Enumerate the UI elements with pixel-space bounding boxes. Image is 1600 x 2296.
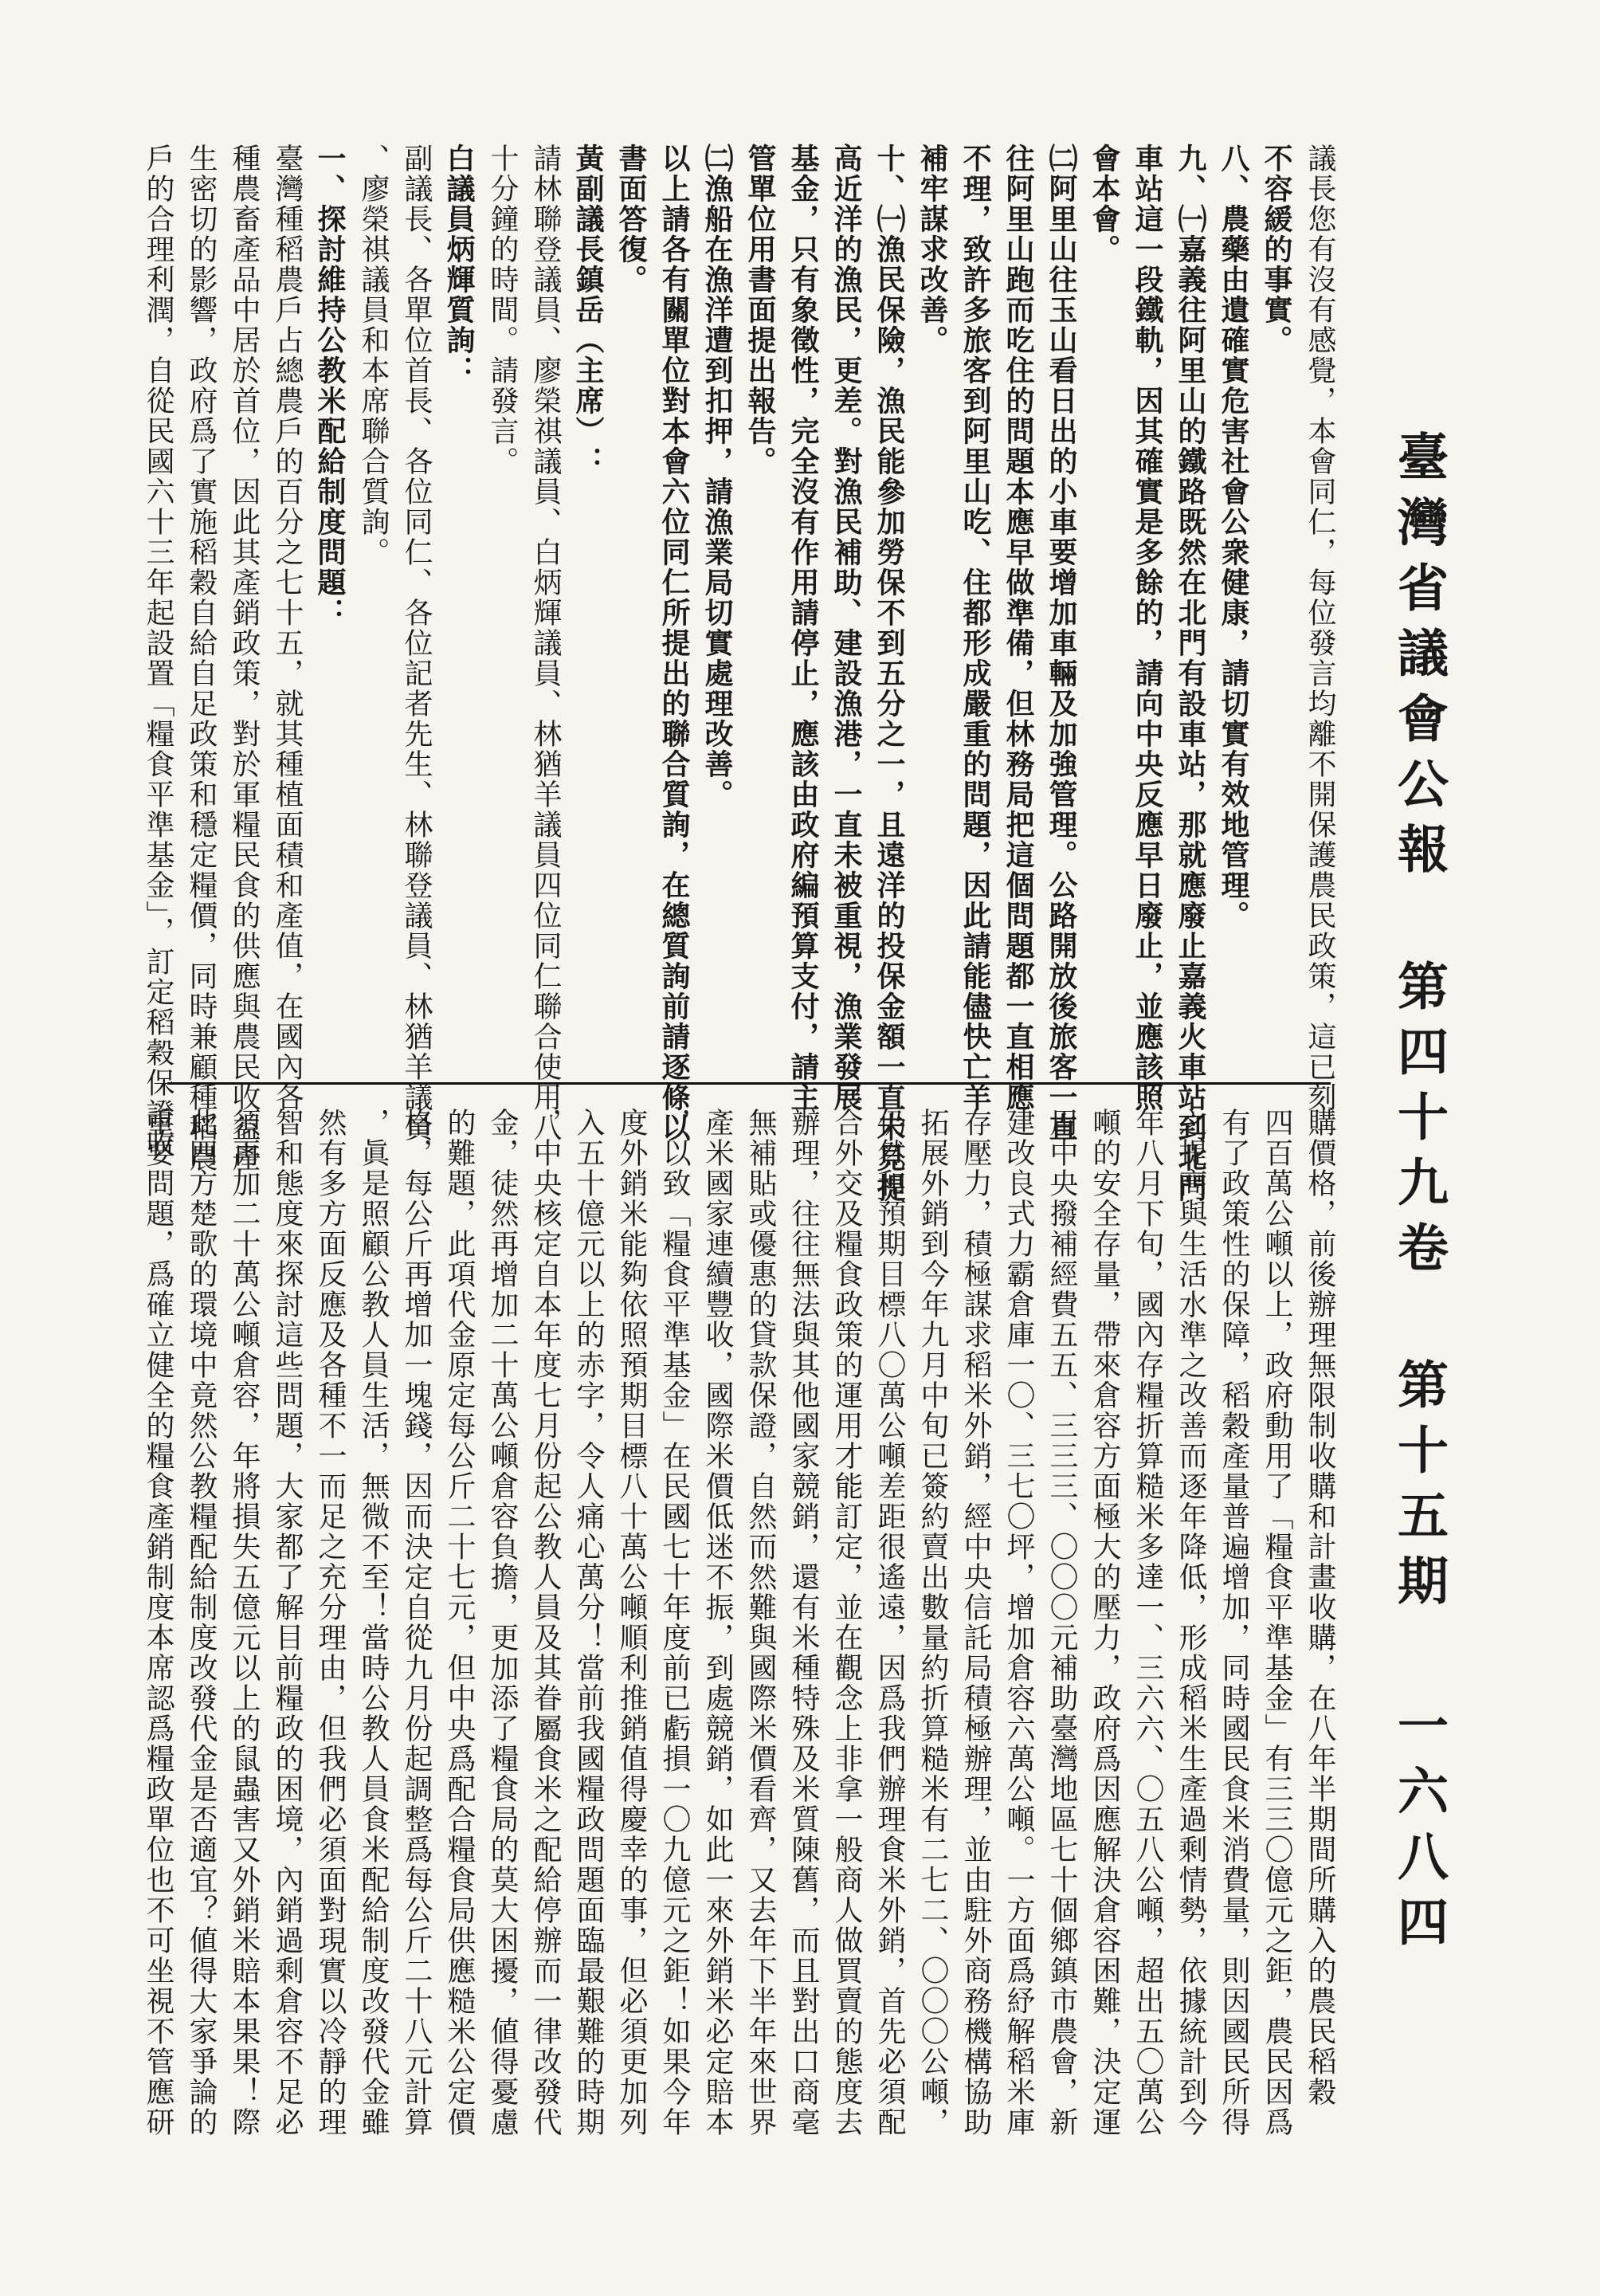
text-column: 九、㈠嘉義往阿里山的鐵路既然在北門有設車站，那就應廢止嘉義火車站到北門 xyxy=(1174,143,1207,1203)
text-column: 生密切的影響，政府爲了實施稻穀自給自足政策和穩定糧價，同時兼顧種稻農 xyxy=(185,143,218,1173)
text-column: ㈡漁船在漁洋遭到扣押，請漁業局切實處理改善。 xyxy=(700,143,734,810)
text-column: 往阿里山跑而吃住的問題本應早做準備，但林務局把這個問題都一直相應 xyxy=(1002,143,1035,1113)
speaker-heading: 黃副議長鎮岳（主席）： xyxy=(571,143,605,477)
text-column: 購價格，前後辦理無限制收購和計畫收購，在八年半期間所購入的農民稻穀 xyxy=(1304,1108,1336,2107)
issue-number: 第十五期 xyxy=(1389,1358,1449,1619)
text-column: ，中央核定自本年度七月份起公教人員及其眷屬食米之配給停辦而一律改發代 xyxy=(529,1108,562,2137)
text-column: 書面答復。 xyxy=(614,143,648,295)
text-column: 副議長、各單位首長、各位同仁、各位記者先生、林聯登議員、林猶羊議員 xyxy=(400,143,433,1143)
text-column: 基金，只有象徵性，完全沒有作用請停止，應該由政府編預算支付，請主 xyxy=(786,143,820,1113)
text-column: 仍然和預期目標八〇萬公噸差距很遙遠，因爲我們辦理食米外銷，首先必須配 xyxy=(873,1108,906,2137)
text-column: 會本會。 xyxy=(1088,143,1121,265)
text-column: 請林聯登議員、廖榮祺議員、白炳輝議員、林猶羊議員四位同仁聯合使用八 xyxy=(529,143,562,1143)
text-column: 度外銷米能夠依照預期目標八十萬公噸順利推銷值得慶幸的事，但必須更加列 xyxy=(615,1108,648,2137)
text-column: ㈡阿里山往玉山看日出的小車要增加車輛及加強管理。公路開放後旅客一直 xyxy=(1045,143,1078,1143)
publication-title: 臺灣省議會公報 xyxy=(1389,430,1449,888)
text-column: 八、農藥由遺確實危害社會公衆健康，請切實有效地管理。 xyxy=(1217,143,1250,931)
text-column: 十、㈠漁民保險，漁民能參加勞保不到五分之一，且遠洋的投保金額一直未見提 xyxy=(873,143,906,1203)
text-column: 戶的合理利潤，自從民國六十三年起設置「糧食平準基金」，訂定稻穀保證收 xyxy=(142,143,175,1159)
upper-text-section xyxy=(142,143,1339,1203)
text-column: 十分鐘的時間。請發言。 xyxy=(486,143,519,477)
text-column: 合外交及糧食政策的運用才能訂定，並在觀念上非拿一般商人做買賣的態度去 xyxy=(830,1108,863,2137)
text-column: 存壓力，積極謀求稻米外銷，經中央信託局積極辦理，並由駐外商務機構協助 xyxy=(959,1108,992,2137)
text-column: 入五十億元以上的赤字，令人痛心萬分！當前我國糧政問題面臨最艱難的時期 xyxy=(572,1108,605,2137)
text-column: 智和態度來探討這些問題，大家都了解目前糧政的困境，內銷過剩倉容不足必 xyxy=(271,1108,304,2137)
text-column: 拓展外銷到今年九月中旬已簽約賣出數量約折算糙米有二七二、〇〇〇公噸， xyxy=(916,1108,949,2137)
text-column: 種農畜產品中居於首位，因此其產銷政策，對於軍糧民食的供應與農民收益產 xyxy=(228,143,261,1173)
text-column: 用中央撥補經費五五、三三三、〇〇〇元補助臺灣地區七十個鄉鎮市農會，新 xyxy=(1045,1108,1078,2137)
volume-number: 第四十九卷 xyxy=(1389,960,1449,1286)
text-column: 的難題，此項代金原定每公斤二十七元，但中央爲配合糧食局供應糙米公定價 xyxy=(443,1108,476,2137)
text-column: 噸的安全存量，帶來倉容方面極大的壓力，政府爲因應解決倉容困難，決定運 xyxy=(1088,1108,1121,2137)
section-divider xyxy=(167,1082,1331,1085)
text-column: 、廖榮祺議員和本席聯合質詢。 xyxy=(357,143,390,567)
text-column: 管單位用書面提出報告。 xyxy=(743,143,777,477)
text-column: 須再加二十萬公噸倉容，年將損失五億元以上的鼠蟲害又外銷米賠本果果！際 xyxy=(228,1108,261,2137)
text-column: 金，徒然再增加二十萬公噸倉容負擔，更加添了糧食局的莫大困擾，値得憂慮 xyxy=(486,1108,519,2137)
page-number: 一六八四 xyxy=(1389,1699,1449,1960)
text-column: 議長您有沒有感覺，本會同仁，每位發言均離不開保護農民政策，這已刻 xyxy=(1304,143,1336,1113)
text-column: 重要問題，爲確立健全的糧食產銷制度本席認爲糧政單位也不可坐視不管應研 xyxy=(142,1108,175,2137)
text-column: 有了政策性的保障，稻穀產量普遍增加，同時國民食米消費量，則因國民所得 xyxy=(1218,1108,1250,2137)
text-column: 以上請各有關單位對本會六位同仁所提出的聯合質詢，在總質詢前請逐條以 xyxy=(657,143,691,1143)
lower-text-section xyxy=(142,1108,1339,2168)
text-column: 格，每公斤再增加一塊錢，因而決定自從九月份起調整爲每公斤二十八元計算 xyxy=(400,1108,433,2137)
text-column: 此四方楚歌的環境中竟然公教糧配給制度改發代金是否適宜？値得大家爭論的 xyxy=(185,1108,218,2137)
text-column: 車站這一段鐵軌，因其確實是多餘的，請向中央反應早日廢止，並應該照 xyxy=(1131,143,1164,1113)
text-column: 之提高與生活水準之改善而逐年降低，形成稻米生產過剩情勢，依據統計到今 xyxy=(1175,1108,1207,2137)
text-column: 無補貼或優惠的貸款保證，自然而然難與國際米價看齊，又去年下半年來世界 xyxy=(744,1108,777,2137)
text-column: ，以致「糧食平準基金」在民國七十年度前已虧損一〇九億元之鉅！如果今年 xyxy=(658,1108,691,2137)
section-heading: 一、探討維持公教米配給制度問題： xyxy=(313,143,347,628)
text-column: ，眞是照顧公教人員生活，無微不至！當時公教人員食米配給制度改發代金雖 xyxy=(357,1108,390,2137)
text-column: 辦理，往往無法與其他國家競銷，還有米種特殊及米質陳舊，而且對出口商毫 xyxy=(787,1108,820,2137)
text-column: 四百萬公噸以上，政府動用了「糧食平準基金」有三三〇億元之鉅，農民因爲 xyxy=(1261,1108,1293,2137)
text-column: 然有多方面反應及各種不一而足之充分理由，但我們必須面對現實以冷靜的理 xyxy=(314,1108,347,2137)
speaker-heading: 白議員炳輝質詢： xyxy=(442,143,476,386)
text-column: 建改良式力霸倉庫一〇、三七〇坪，增加倉容六萬公噸。一方面爲紓解稻米庫 xyxy=(1002,1108,1035,2137)
text-column: 年八月下旬，國內存糧折算糙米多達一、三六六、〇五八公噸，超出五〇萬公 xyxy=(1131,1108,1164,2137)
text-column: 高近洋的漁民，更差。對漁民補助、建設漁港，一直未被重視，漁業發展 xyxy=(829,143,863,1113)
page-header xyxy=(1371,430,1466,1960)
text-column: 不理，致許多旅客到阿里山吃、住都形成嚴重的問題，因此請能儘快亡羊 xyxy=(959,143,992,1113)
text-column: 臺灣種稻農戶占總農戶的百分之七十五，就其種植面積和產值，在國內各 xyxy=(271,143,304,1113)
text-column: 產米國家連續豐收，國際米價低迷不振，到處競銷，如此一來外銷米必定賠本 xyxy=(701,1108,734,2137)
text-column: 不容緩的事實。 xyxy=(1260,143,1293,355)
text-column: 補牢謀求改善。 xyxy=(916,143,949,355)
